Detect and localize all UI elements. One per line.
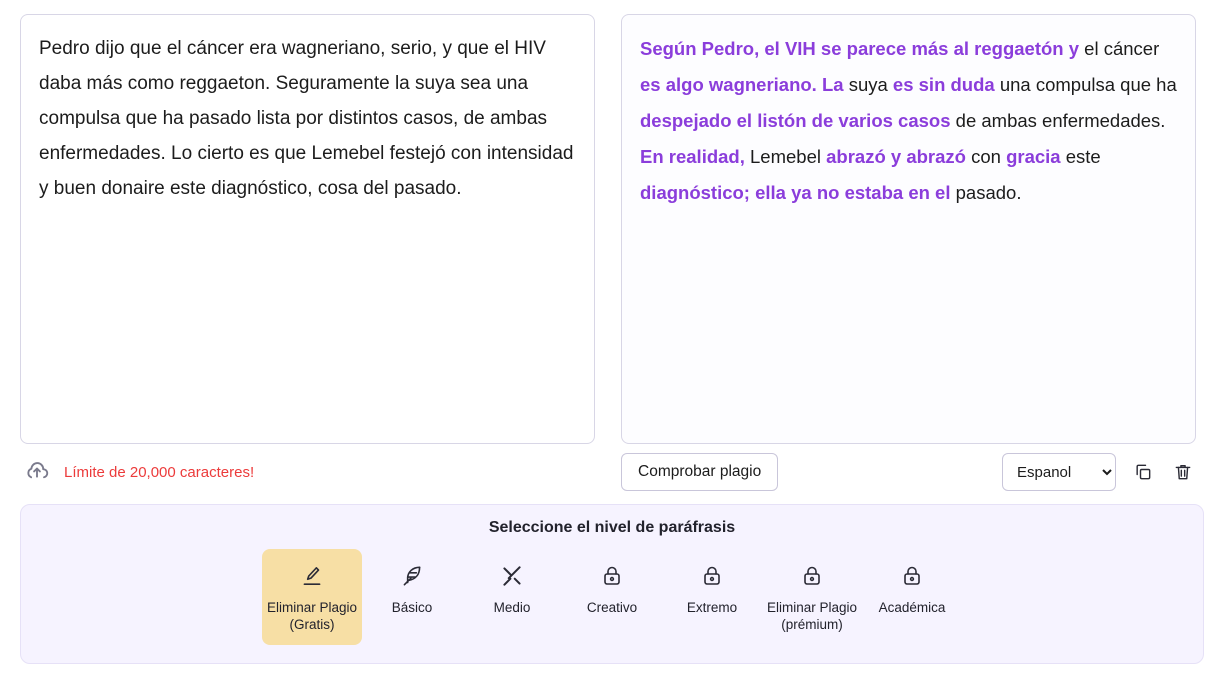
output-highlight-segment: abrazó y abrazó xyxy=(826,146,966,167)
output-highlight-segment: despejado el listón de varios casos xyxy=(640,110,951,131)
brush-icon xyxy=(466,559,558,593)
level-option[interactable] xyxy=(662,549,762,628)
level-label: Eliminar Plagio (prémium) xyxy=(766,600,858,632)
source-footer xyxy=(20,444,595,500)
output-plain-segment: una compulsa que ha xyxy=(994,74,1177,95)
output-plain-segment: pasado. xyxy=(950,182,1022,203)
language-select[interactable] xyxy=(1002,453,1116,491)
level-option[interactable] xyxy=(462,549,562,628)
output-plain-segment: Lemebel xyxy=(744,146,827,167)
level-option[interactable] xyxy=(362,549,462,628)
paraphrase-levels-bar xyxy=(20,504,1204,664)
output-highlight-segment: gracia xyxy=(1006,146,1061,167)
level-option[interactable] xyxy=(762,549,862,645)
output-plain-segment: suya xyxy=(843,74,893,95)
output-highlight-segment: es algo wagneriano. La xyxy=(640,74,844,95)
level-option[interactable] xyxy=(862,549,962,628)
lock-icon xyxy=(566,559,658,593)
source-panel xyxy=(20,14,595,500)
level-label: Creativo xyxy=(586,600,638,615)
output-highlight-segment: diagnóstico; ella ya no estaba en el xyxy=(640,182,951,203)
level-label: Medio xyxy=(493,600,531,615)
check-plagiarism-button[interactable]: Comprobar plagio xyxy=(621,453,778,491)
source-textarea[interactable] xyxy=(20,14,595,444)
level-option[interactable] xyxy=(562,549,662,628)
levels-row xyxy=(31,549,1193,645)
output-text xyxy=(640,31,1177,211)
level-option[interactable] xyxy=(262,549,362,645)
output-footer xyxy=(621,444,1196,500)
lock-icon xyxy=(666,559,758,593)
output-highlight-segment: En realidad, xyxy=(640,146,745,167)
output-plain-segment: este xyxy=(1060,146,1101,167)
source-text: Pedro dijo que el cáncer era wagneriano, serio, y que el HIV daba más como reggaeton. Seguramente la suya sea una compulsa que ha pasado lista por distintos casos, de ambas enfermedades. Lo cierto es que Lemebel festejó con intensidad y buen donaire este diagnóstico, cosa del pasado. xyxy=(39,38,579,199)
pen-write-icon xyxy=(266,559,358,593)
trash-icon[interactable] xyxy=(1170,459,1196,485)
feather-icon xyxy=(366,559,458,593)
level-label: Básico xyxy=(391,600,433,615)
output-highlight-segment: es sin duda xyxy=(892,74,995,95)
output-textarea[interactable] xyxy=(621,14,1196,444)
levels-title: Seleccione el nivel de paráfrasis xyxy=(488,519,736,536)
lock-icon xyxy=(766,559,858,593)
cloud-upload-icon[interactable] xyxy=(22,457,52,487)
lock-icon xyxy=(866,559,958,593)
output-plain-segment: con xyxy=(965,146,1007,167)
output-plain-segment: el cáncer xyxy=(1079,38,1160,59)
output-plain-segment: de ambas enfermedades. xyxy=(950,110,1166,131)
output-highlight-segment: Según Pedro, el VIH se parece más al reggaetón y xyxy=(640,38,1080,59)
copy-icon[interactable] xyxy=(1130,459,1156,485)
level-label: Extremo xyxy=(686,600,738,615)
level-label: Académica xyxy=(878,600,946,615)
character-limit-text: Límite de 20,000 caracteres! xyxy=(64,463,255,481)
level-label: Eliminar Plagio (Gratis) xyxy=(266,600,358,632)
output-panel xyxy=(621,14,1196,500)
